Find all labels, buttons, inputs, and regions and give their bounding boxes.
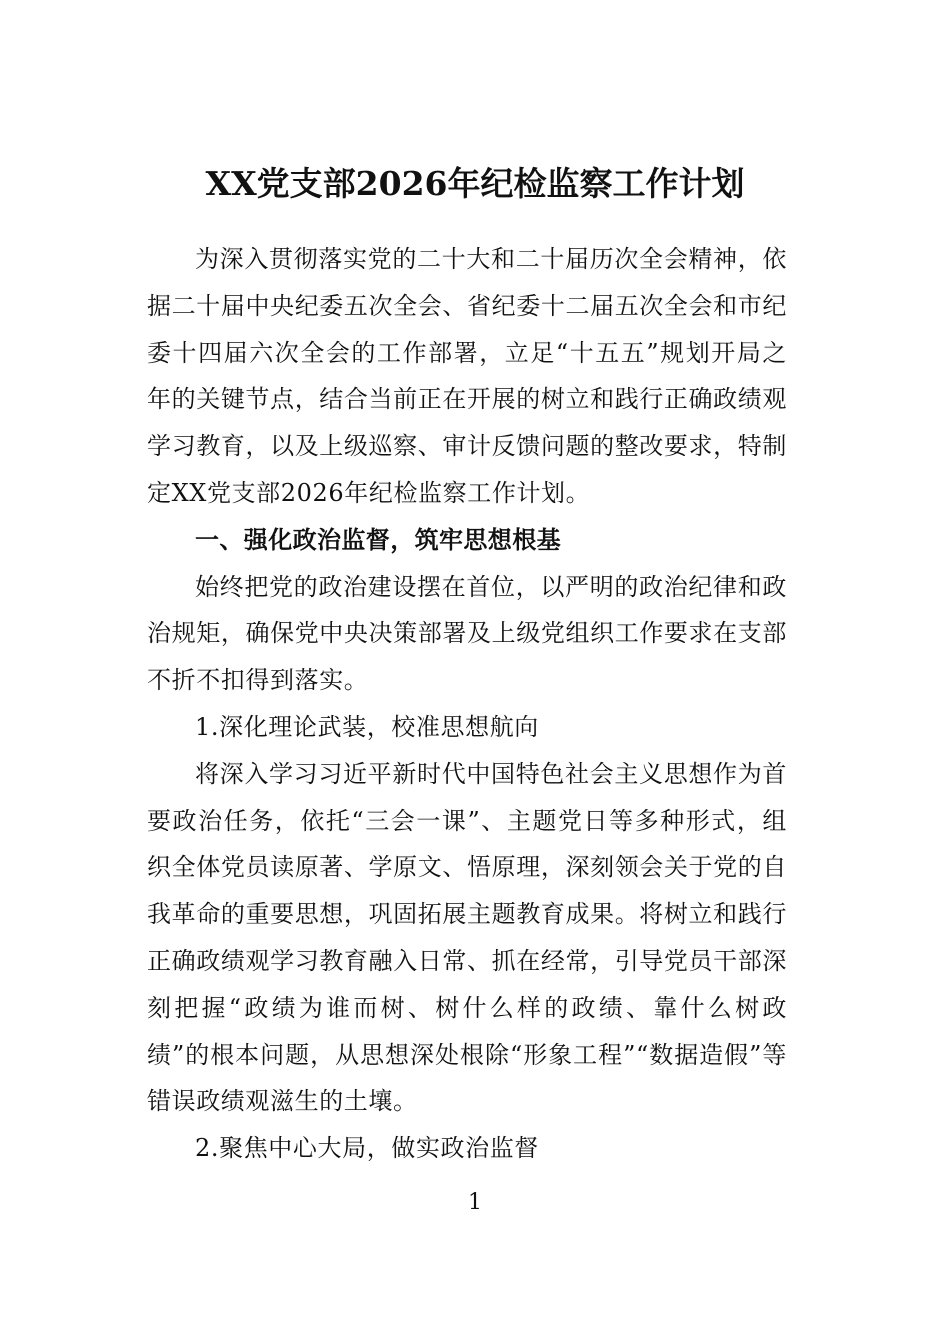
section-heading-1: 一、强化政治监督，筑牢思想根基 (195, 525, 561, 554)
document-title: XX党支部2026年纪检监察工作计划 (205, 164, 745, 203)
subsection-heading-1-2: 2.聚焦中心大局，做实政治监督 (195, 1134, 539, 1163)
intro-paragraph: 为深入贯彻落实党的二十大和二十届历次全会精神，依据二十届中央纪委五次全会、省纪委十二届五次全会和市纪委十四届六次全会的工作部署，立足“十五五”规划开局之年的关键节点，结合当前正在开展的树立和践行正确政绩观学习教育，以及上级巡察、审计反馈问题的整改要求，特制定XX党支部2026年纪检监察工作计划。 (147, 245, 787, 507)
section-1-paragraph: 始终把党的政治建设摆在首位，以严明的政治纪律和政治规矩，确保党中央决策部署及上级党组织工作要求在支部不折不扣得到落实。 (147, 572, 787, 695)
document-body (147, 236, 787, 1172)
subsection-1-1-paragraph: 将深入学习习近平新时代中国特色社会主义思想作为首要政治任务，依托“三会一课”、主题党日等多种形式，组织全体党员读原著、学原文、悟原理，深刻领会关于党的自我革命的重要思想，巩固拓展主题教育成果。将树立和践行正确政绩观学习教育融入日常、抓在经常，引导党员干部深刻把握“政绩为谁而树、树什么样的政绩、靠什么树政绩”的根本问题，从思想深处根除“形象工程”“数据造假”等错误政绩观滋生的土壤。 (147, 759, 787, 1116)
page-number: 1 (468, 1190, 482, 1215)
subsection-heading-1-1: 1.深化理论武装，校准思想航向 (195, 712, 539, 741)
